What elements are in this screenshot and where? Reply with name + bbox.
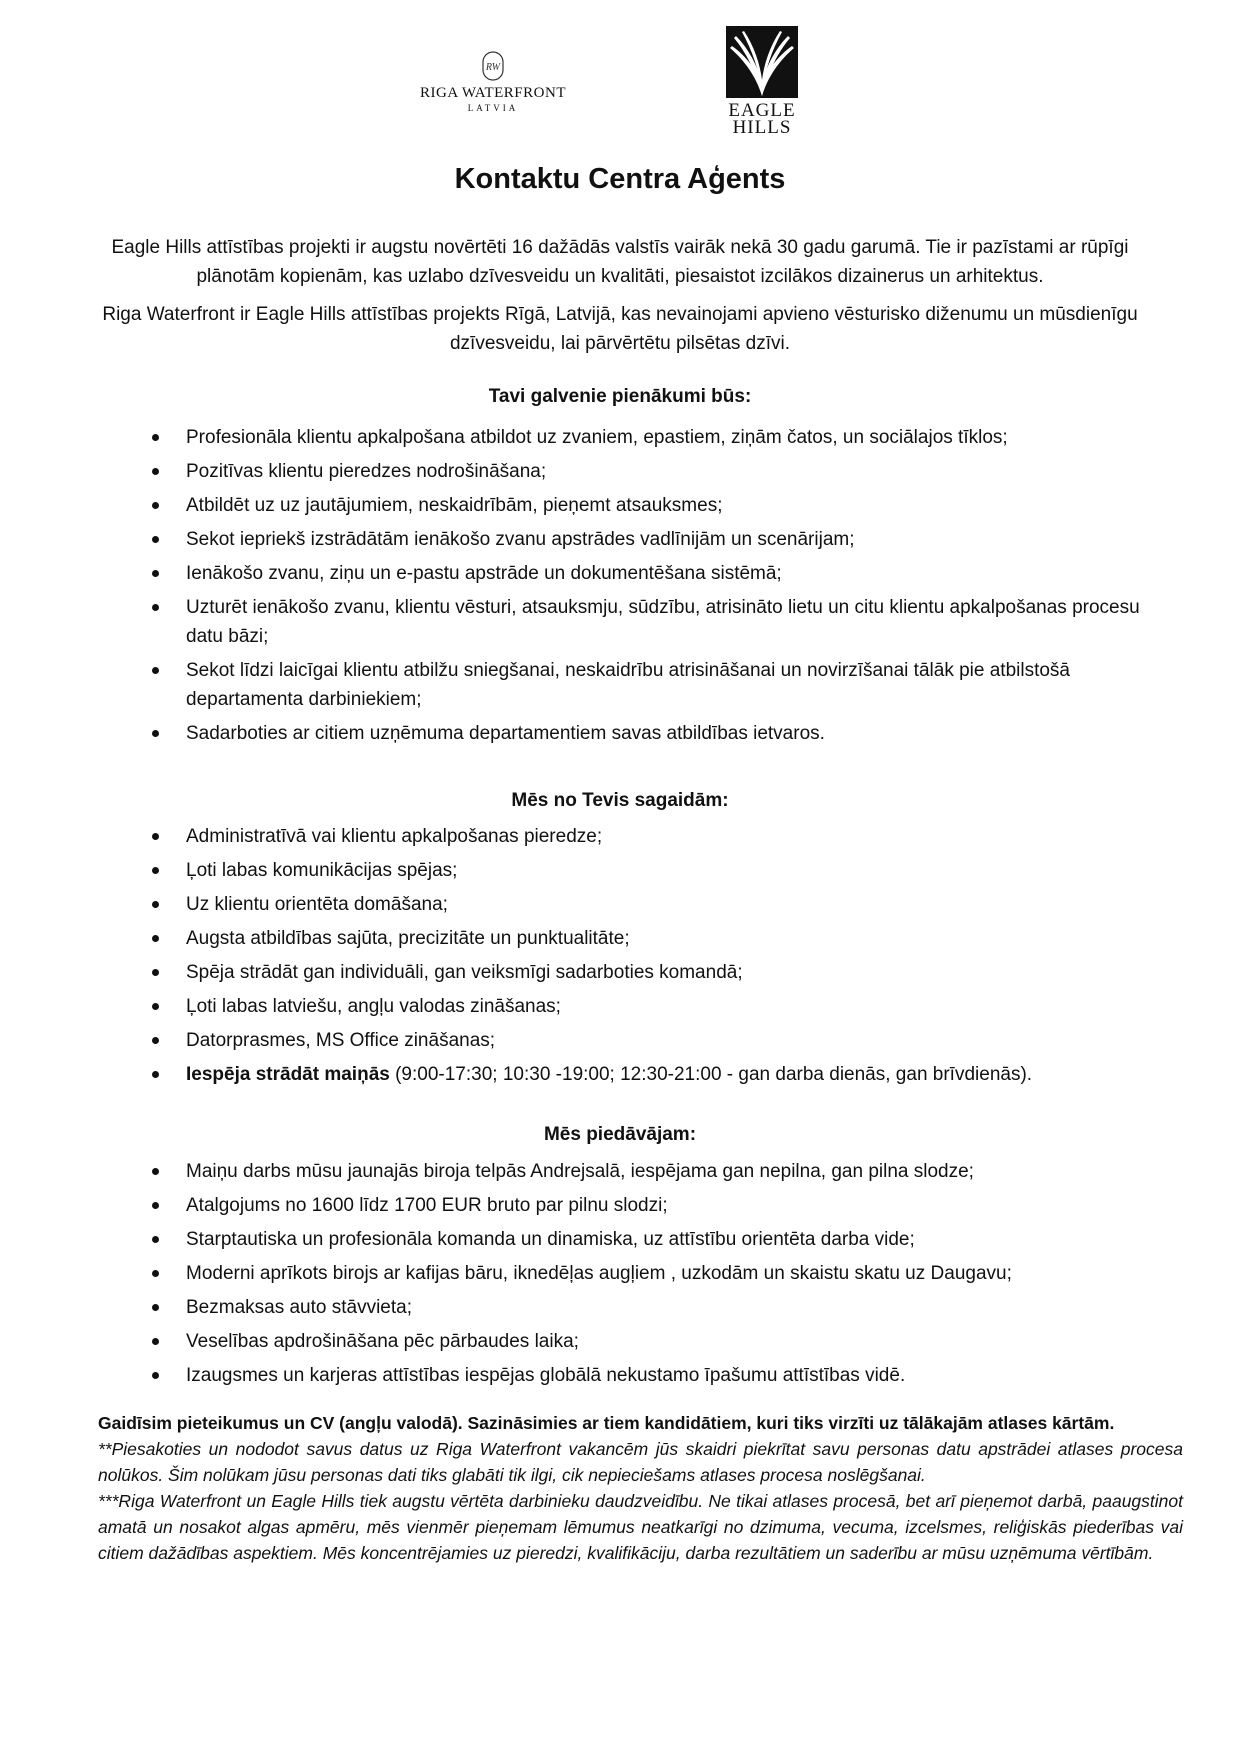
intro-paragraph-1: Eagle Hills attīstības projekti ir augstu novērtēti 16 dažādās valstīs vairāk nekā 30 gadu garumā. Tie ir pazīstami ar rūpīgi plānotām kopienām, kas uzlabo dzīvesveidu un kvalitāti, piesaistot izcilākos dizainerus un arhitektus.: [111, 237, 1129, 287]
intro-paragraph-2: Riga Waterfront ir Eagle Hills attīstības projekts Rīgā, Latvijā, kas nevainojami apvieno vēsturisko diženumu un mūsdienīgu dzīvesveidu, lai pārvērtētu pilsētas dzīvi.: [102, 304, 1138, 354]
shifts-bold-text: Iespēja strādāt maiņās: [186, 1064, 390, 1085]
offer-list: [148, 1157, 1168, 1395]
list-item: Maiņu darbs mūsu jaunajās biroja telpās Andrejsalā, iespējama gan nepilna, gan pilna slodze;: [148, 1157, 1168, 1186]
list-item: Uzturēt ienākošo zvanu, klientu vēsturi, atsauksmju, sūdzību, atrisināto lietu un citu klientu apkalpošanas procesu datu bāzi;: [148, 593, 1168, 651]
section-title-expectations: Mēs no Tevis sagaidām:: [511, 790, 729, 811]
duties-list: [148, 423, 1168, 753]
application-note: Gaidīsim pieteikumus un CV (angļu valodā). Sazināsimies ar tiem kandidātiem, kuri tiks virzīti uz tālākajām atlases kārtām.: [98, 1413, 1115, 1433]
list-item: Administratīvā vai klientu apkalpošanas pieredze;: [148, 822, 1168, 851]
list-item: Datorprasmes, MS Office zināšanas;: [148, 1026, 1168, 1055]
section-title-duties: Tavi galvenie pienākumi būs:: [488, 386, 752, 407]
list-item: Ļoti labas komunikācijas spējas;: [148, 856, 1168, 885]
riga-waterfront-sub: LATVIA: [467, 103, 519, 113]
list-item: Sekot līdzi laicīgai klientu atbilžu sniegšanai, neskaidrību atrisināšanai un novirzīšanai tālāk pie atbilstošā departamenta darbiniekiem;: [148, 656, 1168, 714]
list-item: Moderni aprīkots birojs ar kafijas bāru, iknedēļas augļiem , uzkodām un skaistu skatu uz Daugavu;: [148, 1259, 1168, 1288]
section-title-offer: Mēs piedāvājam:: [543, 1124, 697, 1145]
list-item: Atalgojums no 1600 līdz 1700 EUR bruto par pilnu slodzi;: [148, 1191, 1168, 1220]
page-title: Kontaktu Centra Aģents: [454, 163, 786, 195]
eagle-hills-emblem-icon: [726, 26, 798, 98]
footer-notes: [98, 1410, 1183, 1566]
list-item: Ienākošo zvanu, ziņu un e-pastu apstrāde un dokumentēšana sistēmā;: [148, 559, 1168, 588]
shifts-detail-text: (9:00-17:30; 10:30 -19:00; 12:30-21:00 - gan darba dienās, gan brīvdienās).: [389, 1064, 1033, 1085]
expectations-list: [148, 822, 1168, 1094]
eagle-hills-name: EAGLE HILLS: [728, 100, 796, 138]
riga-waterfront-monogram-icon: [482, 51, 504, 81]
logos-header: [0, 26, 1240, 136]
list-item: Pozitīvas klientu pieredzes nodrošināšana;: [148, 457, 1168, 486]
eagle-hills-logo: [724, 26, 800, 136]
data-processing-note: **Piesakoties un nododot savus datus uz Riga Waterfront vakancēm jūs skaidri piekrītat savu personas datu apstrādei atlases procesa nolūkos. Šim nolūkam jūsu personas dati tiks glabāti tik ilgi, cik nepieciešams atlases procesa noslēgšanai.: [98, 1439, 1183, 1485]
list-item: Augsta atbildības sajūta, precizitāte un punktualitāte;: [148, 924, 1168, 953]
diversity-note: ***Riga Waterfront un Eagle Hills tiek augstu vērtēta darbinieku daudzveidību. Ne tikai atlases procesā, bet arī pieņemot darbā, paaugstinot amatā un nosakot algas apmēru, mēs vienmēr pieņemam lēmumus neatkarīgi no dzimuma, vecuma, izcelsmes, reliģiskās piederības vai citiem dažādības aspektiem. Mēs koncentrējamies uz pieredzi, kvalifikāciju, darba rezultātiem un saderību ar mūsu uzņēmuma vērtībām.: [98, 1491, 1183, 1563]
list-item: Izaugsmes un karjeras attīstības iespējas globālā nekustamo īpašumu attīstības vidē.: [148, 1361, 1168, 1390]
riga-waterfront-logo: [418, 51, 568, 113]
list-item: Sekot iepriekš izstrādātām ienākošo zvanu apstrādes vadlīnijām un scenārijam;: [148, 525, 1168, 554]
list-item: Veselības apdrošināšana pēc pārbaudes laika;: [148, 1327, 1168, 1356]
list-item: Starptautiska un profesionāla komanda un dinamiska, uz attīstību orientēta darba vide;: [148, 1225, 1168, 1254]
list-item: Atbildēt uz uz jautājumiem, neskaidrībām, pieņemt atsauksmes;: [148, 491, 1168, 520]
list-item: Bezmaksas auto stāvvieta;: [148, 1293, 1168, 1322]
list-item: Sadarboties ar citiem uzņēmuma departamentiem savas atbildības ietvaros.: [148, 719, 1168, 748]
svg-text:RW: RW: [485, 62, 501, 73]
list-item: Ļoti labas latviešu, angļu valodas zināšanas;: [148, 992, 1168, 1021]
list-item-shifts: [148, 1060, 1168, 1089]
list-item: Uz klientu orientēta domāšana;: [148, 890, 1168, 919]
riga-waterfront-name: RIGA WATERFRONT: [420, 85, 566, 101]
list-item: Profesionāla klientu apkalpošana atbildot uz zvaniem, epastiem, ziņām čatos, un sociālajos tīklos;: [148, 423, 1168, 452]
list-item: Spēja strādāt gan individuāli, gan veiksmīgi sadarboties komandā;: [148, 958, 1168, 987]
